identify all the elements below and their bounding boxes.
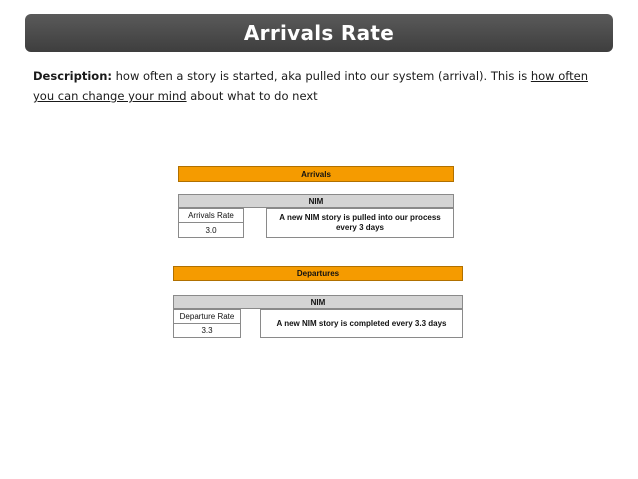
arrivals-group-header: NIM — [178, 194, 454, 208]
description-link[interactable]: how often you can change your mind — [33, 69, 588, 103]
slide-title-bar — [25, 14, 613, 52]
arrivals-metric-label: Arrivals Rate — [179, 209, 243, 223]
description-label: Description: — [33, 69, 112, 83]
arrivals-metric-value: 3.0 — [205, 225, 217, 235]
departures-group-header: NIM — [173, 295, 463, 309]
departures-metric-value: 3.3 — [201, 325, 213, 335]
arrivals-explanation: A new NIM story is pulled into our process every 3 days — [266, 208, 454, 238]
departures-metric-box — [173, 309, 241, 338]
description-text-after: about what to do next — [186, 89, 318, 103]
description-paragraph — [33, 66, 611, 106]
slide-title: Arrivals Rate — [243, 21, 395, 45]
departures-header: Departures — [173, 266, 463, 281]
departures-metric-label: Departure Rate — [174, 310, 240, 324]
arrivals-metric-box — [178, 208, 244, 238]
departures-explanation: A new NIM story is completed every 3.3 days — [260, 309, 463, 338]
description-text-before: how often a story is started, aka pulled into our system (arrival). This is — [111, 69, 531, 83]
arrivals-header: Arrivals — [178, 166, 454, 182]
